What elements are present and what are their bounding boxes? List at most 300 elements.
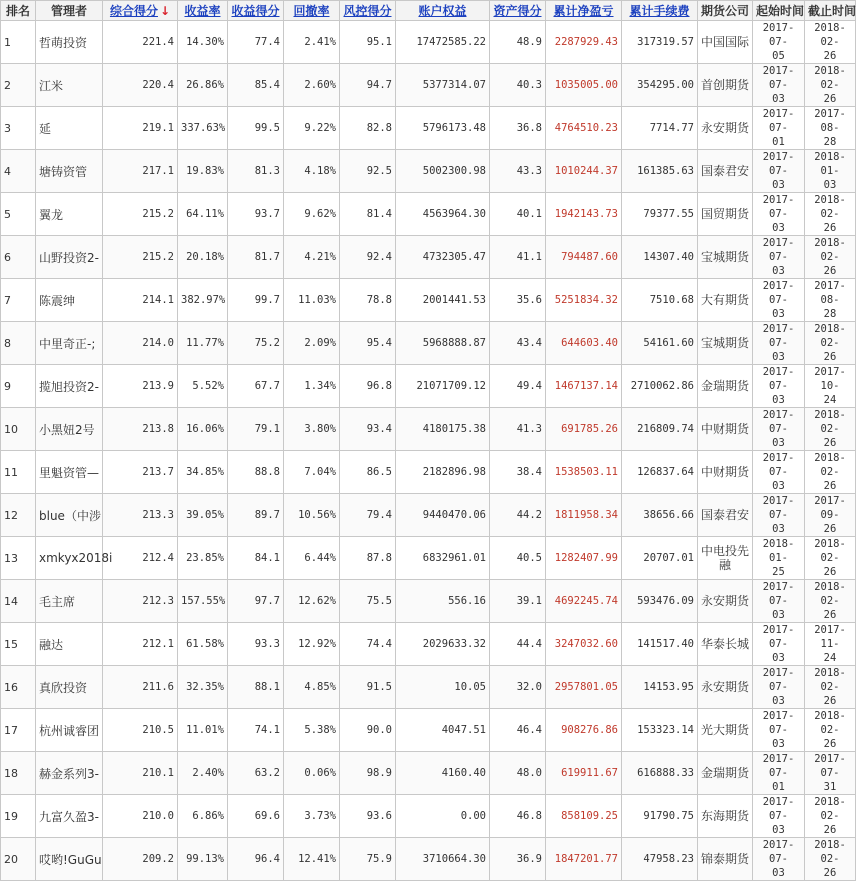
header-manager: 管理者 (36, 1, 103, 21)
end-time-cell-day: 26 (823, 695, 837, 707)
header-end-time: 截止时间 (805, 1, 856, 21)
equity-cell: 3710664.30 (396, 838, 490, 881)
net-profit-cell: 908276.86 (546, 709, 622, 752)
end-time-cell-day: 26 (823, 437, 837, 449)
rank-cell: 6 (1, 236, 36, 279)
end-time-cell (805, 838, 856, 881)
start-time-cell-year-month: 2017-07- (762, 108, 795, 134)
risk-score-cell: 98.9 (340, 752, 396, 795)
start-time-cell (753, 107, 805, 150)
end-time-cell (805, 709, 856, 752)
end-time-cell-year-month: 2018-01- (814, 151, 846, 177)
equity-cell: 5002300.98 (396, 150, 490, 193)
composite-score-cell: 213.7 (103, 451, 178, 494)
return-score-cell: 85.4 (228, 64, 284, 107)
end-time-cell-year-month: 2018-02- (814, 65, 846, 91)
company-cell: 大有期货 (698, 279, 753, 322)
start-time-cell-year-month: 2017-07- (762, 753, 795, 779)
equity-cell: 10.05 (396, 666, 490, 709)
table-row (1, 580, 856, 623)
header-net-profit[interactable]: 累计净盈亏 (546, 1, 622, 21)
drawdown-cell: 10.56% (284, 494, 340, 537)
composite-score-cell: 210.5 (103, 709, 178, 752)
return-rate-cell: 20.18% (178, 236, 228, 279)
start-time-cell-year-month: 2017-07- (762, 409, 795, 435)
manager-name-cell: 塘铸资管 (36, 150, 103, 193)
drawdown-cell: 3.80% (284, 408, 340, 451)
return-score-cell: 88.8 (228, 451, 284, 494)
rank-cell: 2 (1, 64, 36, 107)
end-time-cell-year-month: 2018-02- (814, 839, 846, 865)
net-profit-cell: 5251834.32 (546, 279, 622, 322)
fees-cell: 14153.95 (622, 666, 698, 709)
return-rate-cell: 34.85% (178, 451, 228, 494)
company-cell: 中国国际 (698, 21, 753, 64)
manager-name-cell: 中里奇正-; (36, 322, 103, 365)
fees-cell: 7510.68 (622, 279, 698, 322)
asset-score-cell: 46.4 (490, 709, 546, 752)
header-fees[interactable]: 累计手续费 (622, 1, 698, 21)
end-time-cell-day: 26 (823, 351, 837, 363)
company-cell: 东海期货 (698, 795, 753, 838)
company-cell: 金瑞期货 (698, 365, 753, 408)
return-rate-cell: 23.85% (178, 537, 228, 580)
start-time-cell-day: 01 (772, 781, 785, 793)
return-score-cell: 93.3 (228, 623, 284, 666)
end-time-cell-year-month: 2017-08- (814, 108, 846, 134)
return-score-cell: 93.7 (228, 193, 284, 236)
drawdown-cell: 0.06% (284, 752, 340, 795)
end-time-cell-year-month: 2018-02- (814, 796, 846, 822)
asset-score-cell: 43.3 (490, 150, 546, 193)
header-composite-score[interactable] (103, 1, 178, 21)
company-cell: 光大期货 (698, 709, 753, 752)
start-time-cell-year-month: 2018-01- (762, 538, 795, 564)
return-rate-cell: 16.06% (178, 408, 228, 451)
end-time-cell-year-month: 2018-02- (814, 667, 846, 693)
start-time-cell-year-month: 2017-07- (762, 280, 795, 306)
end-time-cell (805, 365, 856, 408)
fees-cell: 354295.00 (622, 64, 698, 107)
net-profit-cell: 1467137.14 (546, 365, 622, 408)
start-time-cell-year-month: 2017-07- (762, 366, 795, 392)
manager-name-cell: blue（中涉 (36, 494, 103, 537)
return-score-cell: 88.1 (228, 666, 284, 709)
rank-cell: 9 (1, 365, 36, 408)
risk-score-cell: 74.4 (340, 623, 396, 666)
return-score-cell: 81.7 (228, 236, 284, 279)
start-time-cell-year-month: 2017-07- (762, 323, 795, 349)
start-time-cell-day: 03 (772, 437, 785, 449)
rank-cell: 20 (1, 838, 36, 881)
company-cell: 金瑞期货 (698, 752, 753, 795)
end-time-cell-year-month: 2017-10- (814, 366, 846, 392)
asset-score-cell: 32.0 (490, 666, 546, 709)
risk-score-cell: 96.8 (340, 365, 396, 408)
start-time-cell-year-month: 2017-07- (762, 452, 795, 478)
table-row (1, 365, 856, 408)
return-rate-cell: 32.35% (178, 666, 228, 709)
fees-cell: 47958.23 (622, 838, 698, 881)
asset-score-cell: 40.3 (490, 64, 546, 107)
end-time-cell (805, 107, 856, 150)
fees-cell: 161385.63 (622, 150, 698, 193)
end-time-cell-day: 24 (823, 394, 837, 406)
manager-name-cell: 江米 (36, 64, 103, 107)
company-cell: 首创期货 (698, 64, 753, 107)
fees-cell: 7714.77 (622, 107, 698, 150)
table-row (1, 666, 856, 709)
start-time-cell (753, 365, 805, 408)
company-cell: 中电投先融 (698, 537, 753, 580)
end-time-cell-day: 28 (823, 308, 837, 320)
table-row (1, 236, 856, 279)
header-risk-score[interactable]: 风控得分 (340, 1, 396, 21)
manager-name-cell: 融达 (36, 623, 103, 666)
end-time-cell-year-month: 2018-02- (814, 409, 846, 435)
risk-score-cell: 95.4 (340, 322, 396, 365)
header-equity[interactable]: 账户权益 (396, 1, 490, 21)
drawdown-cell: 2.60% (284, 64, 340, 107)
return-score-cell: 74.1 (228, 709, 284, 752)
end-time-cell-day: 28 (823, 136, 837, 148)
manager-name-cell: 赫金系列3- (36, 752, 103, 795)
composite-score-cell: 212.4 (103, 537, 178, 580)
return-rate-cell: 61.58% (178, 623, 228, 666)
equity-cell: 4160.40 (396, 752, 490, 795)
start-time-cell (753, 494, 805, 537)
start-time-cell-year-month: 2017-07- (762, 710, 795, 736)
return-rate-cell: 337.63% (178, 107, 228, 150)
fees-cell: 317319.57 (622, 21, 698, 64)
fees-cell: 91790.75 (622, 795, 698, 838)
asset-score-cell: 38.4 (490, 451, 546, 494)
end-time-cell (805, 322, 856, 365)
risk-score-cell: 82.8 (340, 107, 396, 150)
fees-cell: 20707.01 (622, 537, 698, 580)
drawdown-cell: 6.44% (284, 537, 340, 580)
asset-score-cell: 44.4 (490, 623, 546, 666)
start-time-cell-year-month: 2017-07- (762, 581, 795, 607)
manager-name-cell: 山野投资2- (36, 236, 103, 279)
manager-name-cell: 小黑妞2号 (36, 408, 103, 451)
risk-score-cell: 78.8 (340, 279, 396, 322)
asset-score-cell: 49.4 (490, 365, 546, 408)
composite-score-cell: 209.2 (103, 838, 178, 881)
risk-score-cell: 93.4 (340, 408, 396, 451)
fees-cell: 141517.40 (622, 623, 698, 666)
asset-score-cell: 41.3 (490, 408, 546, 451)
composite-score-cell: 215.2 (103, 236, 178, 279)
header-company: 期货公司 (698, 1, 753, 21)
composite-score-cell: 219.1 (103, 107, 178, 150)
return-rate-cell: 11.77% (178, 322, 228, 365)
start-time-cell (753, 408, 805, 451)
end-time-cell-day: 26 (823, 523, 837, 535)
return-score-cell: 79.1 (228, 408, 284, 451)
start-time-cell (753, 709, 805, 752)
start-time-cell (753, 451, 805, 494)
manager-name-cell: 延 (36, 107, 103, 150)
return-score-cell: 69.6 (228, 795, 284, 838)
return-score-cell: 81.3 (228, 150, 284, 193)
net-profit-cell: 1538503.11 (546, 451, 622, 494)
return-rate-cell: 19.83% (178, 150, 228, 193)
return-score-cell: 67.7 (228, 365, 284, 408)
header-composite-label: 综合得分 (109, 4, 158, 18)
risk-score-cell: 95.1 (340, 21, 396, 64)
company-cell: 永安期货 (698, 580, 753, 623)
table-row (1, 795, 856, 838)
fees-cell: 2710062.86 (622, 365, 698, 408)
return-rate-cell: 2.40% (178, 752, 228, 795)
net-profit-cell: 858109.25 (546, 795, 622, 838)
table-row (1, 408, 856, 451)
manager-name-cell: 九富久盈3- (36, 795, 103, 838)
return-rate-cell: 157.55% (178, 580, 228, 623)
rank-cell: 8 (1, 322, 36, 365)
end-time-cell-day: 26 (823, 566, 837, 578)
start-time-cell-day: 03 (772, 179, 785, 191)
company-cell: 中财期货 (698, 451, 753, 494)
asset-score-cell: 35.6 (490, 279, 546, 322)
equity-cell: 5377314.07 (396, 64, 490, 107)
return-score-cell: 89.7 (228, 494, 284, 537)
return-rate-cell: 11.01% (178, 709, 228, 752)
equity-cell: 2029633.32 (396, 623, 490, 666)
composite-score-cell: 210.0 (103, 795, 178, 838)
return-rate-cell: 382.97% (178, 279, 228, 322)
net-profit-cell: 619911.67 (546, 752, 622, 795)
start-time-cell (753, 580, 805, 623)
risk-score-cell: 79.4 (340, 494, 396, 537)
start-time-cell-year-month: 2017-07- (762, 624, 795, 650)
start-time-cell-year-month: 2017-07- (762, 667, 795, 693)
drawdown-cell: 2.41% (284, 21, 340, 64)
drawdown-cell: 11.03% (284, 279, 340, 322)
asset-score-cell: 43.4 (490, 322, 546, 365)
rank-cell: 4 (1, 150, 36, 193)
asset-score-cell: 46.8 (490, 795, 546, 838)
net-profit-cell: 4764510.23 (546, 107, 622, 150)
start-time-cell-year-month: 2017-07- (762, 194, 795, 220)
asset-score-cell: 40.5 (490, 537, 546, 580)
equity-cell: 4563964.30 (396, 193, 490, 236)
start-time-cell (753, 64, 805, 107)
start-time-cell-year-month: 2017-07- (762, 495, 795, 521)
rank-cell: 17 (1, 709, 36, 752)
start-time-cell-day: 05 (772, 50, 785, 62)
drawdown-cell: 2.09% (284, 322, 340, 365)
table-row (1, 709, 856, 752)
end-time-cell-year-month: 2018-02- (814, 581, 846, 607)
end-time-cell (805, 21, 856, 64)
net-profit-cell: 1035005.00 (546, 64, 622, 107)
table-row (1, 322, 856, 365)
header-return-score[interactable]: 收益得分 (228, 1, 284, 21)
rank-cell: 13 (1, 537, 36, 580)
equity-cell: 2001441.53 (396, 279, 490, 322)
end-time-cell (805, 279, 856, 322)
end-time-cell (805, 64, 856, 107)
end-time-cell (805, 451, 856, 494)
start-time-cell-day: 03 (772, 867, 785, 879)
header-drawdown[interactable]: 回撤率 (284, 1, 340, 21)
asset-score-cell: 40.1 (490, 193, 546, 236)
drawdown-cell: 9.62% (284, 193, 340, 236)
end-time-cell-day: 03 (823, 179, 837, 191)
table-row (1, 623, 856, 666)
sort-down-arrow-icon[interactable]: ↓ (159, 4, 171, 18)
table-row (1, 838, 856, 881)
rank-cell: 5 (1, 193, 36, 236)
equity-cell: 5968888.87 (396, 322, 490, 365)
start-time-cell-day: 03 (772, 222, 785, 234)
start-time-cell-day: 03 (772, 523, 785, 535)
start-time-cell (753, 193, 805, 236)
asset-score-cell: 36.8 (490, 107, 546, 150)
table-row (1, 107, 856, 150)
risk-score-cell: 91.5 (340, 666, 396, 709)
return-rate-cell: 39.05% (178, 494, 228, 537)
start-time-cell-day: 03 (772, 609, 785, 621)
risk-score-cell: 75.9 (340, 838, 396, 881)
rank-cell: 1 (1, 21, 36, 64)
fees-cell: 54161.60 (622, 322, 698, 365)
return-score-cell: 97.7 (228, 580, 284, 623)
end-time-cell-year-month: 2018-02- (814, 22, 846, 48)
rank-cell: 3 (1, 107, 36, 150)
company-cell: 华泰长城 (698, 623, 753, 666)
start-time-cell-day: 03 (772, 652, 785, 664)
net-profit-cell: 1282407.99 (546, 537, 622, 580)
asset-score-cell: 48.9 (490, 21, 546, 64)
end-time-cell-year-month: 2017-07- (814, 753, 846, 779)
table-body (1, 21, 856, 881)
start-time-cell (753, 623, 805, 666)
equity-cell: 9440470.06 (396, 494, 490, 537)
start-time-cell-day: 03 (772, 351, 785, 363)
fees-cell: 14307.40 (622, 236, 698, 279)
equity-cell: 556.16 (396, 580, 490, 623)
end-time-cell (805, 494, 856, 537)
table-row (1, 494, 856, 537)
asset-score-cell: 36.9 (490, 838, 546, 881)
rank-cell: 14 (1, 580, 36, 623)
manager-name-cell: 毛主席 (36, 580, 103, 623)
end-time-cell-year-month: 2018-02- (814, 194, 846, 220)
end-time-cell-year-month: 2017-11- (814, 624, 846, 650)
end-time-cell-year-month: 2017-08- (814, 280, 846, 306)
manager-name-cell: 杭州诚睿团 (36, 709, 103, 752)
end-time-cell (805, 623, 856, 666)
fees-cell: 153323.14 (622, 709, 698, 752)
start-time-cell-day: 03 (772, 824, 785, 836)
drawdown-cell: 7.04% (284, 451, 340, 494)
header-return-rate[interactable]: 收益率 (178, 1, 228, 21)
drawdown-cell: 4.18% (284, 150, 340, 193)
start-time-cell (753, 752, 805, 795)
end-time-cell (805, 236, 856, 279)
composite-score-cell: 210.1 (103, 752, 178, 795)
end-time-cell-year-month: 2017-09- (814, 495, 846, 521)
equity-cell: 4180175.38 (396, 408, 490, 451)
equity-cell: 17472585.22 (396, 21, 490, 64)
net-profit-cell: 1942143.73 (546, 193, 622, 236)
drawdown-cell: 12.41% (284, 838, 340, 881)
net-profit-cell: 1010244.37 (546, 150, 622, 193)
end-time-cell-day: 26 (823, 609, 837, 621)
net-profit-cell: 3247032.60 (546, 623, 622, 666)
equity-cell: 6832961.01 (396, 537, 490, 580)
return-score-cell: 75.2 (228, 322, 284, 365)
header-row (1, 1, 856, 21)
company-cell: 永安期货 (698, 666, 753, 709)
rank-cell: 7 (1, 279, 36, 322)
composite-score-cell: 220.4 (103, 64, 178, 107)
company-cell: 国贸期货 (698, 193, 753, 236)
end-time-cell-day: 24 (823, 652, 837, 664)
return-score-cell: 63.2 (228, 752, 284, 795)
manager-name-cell: 里魁资管— (36, 451, 103, 494)
manager-name-cell: 揽旭投资2- (36, 365, 103, 408)
risk-score-cell: 87.8 (340, 537, 396, 580)
table-row (1, 21, 856, 64)
rank-cell: 19 (1, 795, 36, 838)
risk-score-cell: 81.4 (340, 193, 396, 236)
start-time-cell-year-month: 2017-07- (762, 796, 795, 822)
start-time-cell-day: 03 (772, 695, 785, 707)
start-time-cell-day: 25 (772, 566, 785, 578)
composite-score-cell: 214.1 (103, 279, 178, 322)
company-cell: 国泰君安 (698, 494, 753, 537)
asset-score-cell: 41.1 (490, 236, 546, 279)
fees-cell: 216809.74 (622, 408, 698, 451)
company-cell: 永安期货 (698, 107, 753, 150)
header-asset-score[interactable]: 资产得分 (490, 1, 546, 21)
equity-cell: 4732305.47 (396, 236, 490, 279)
end-time-cell-day: 26 (823, 93, 837, 105)
company-cell: 宝城期货 (698, 236, 753, 279)
end-time-cell-year-month: 2018-02- (814, 323, 846, 349)
end-time-cell (805, 752, 856, 795)
asset-score-cell: 48.0 (490, 752, 546, 795)
equity-cell: 21071709.12 (396, 365, 490, 408)
drawdown-cell: 1.34% (284, 365, 340, 408)
net-profit-cell: 4692245.74 (546, 580, 622, 623)
equity-cell: 5796173.48 (396, 107, 490, 150)
start-time-cell-day: 03 (772, 265, 785, 277)
equity-cell: 2182896.98 (396, 451, 490, 494)
rank-cell: 10 (1, 408, 36, 451)
table-row (1, 150, 856, 193)
risk-score-cell: 92.5 (340, 150, 396, 193)
start-time-cell (753, 838, 805, 881)
company-cell: 宝城期货 (698, 322, 753, 365)
start-time-cell-year-month: 2017-07- (762, 839, 795, 865)
return-score-cell: 96.4 (228, 838, 284, 881)
company-cell: 中财期货 (698, 408, 753, 451)
composite-score-cell: 221.4 (103, 21, 178, 64)
start-time-cell-year-month: 2017-07- (762, 22, 795, 48)
net-profit-cell: 2287929.43 (546, 21, 622, 64)
end-time-cell-day: 31 (823, 781, 837, 793)
return-rate-cell: 6.86% (178, 795, 228, 838)
end-time-cell-year-month: 2018-02- (814, 710, 846, 736)
composite-score-cell: 212.3 (103, 580, 178, 623)
drawdown-cell: 5.38% (284, 709, 340, 752)
asset-score-cell: 44.2 (490, 494, 546, 537)
